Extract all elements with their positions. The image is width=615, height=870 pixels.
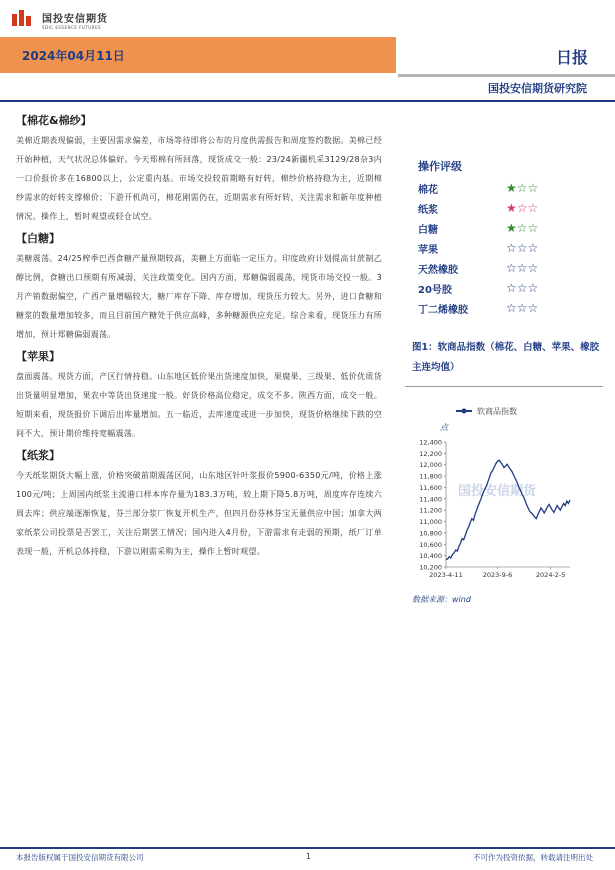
rating-name: 苹果: [418, 244, 438, 256]
legend-label: 软商品指数: [477, 407, 517, 416]
section-title: 【纸浆】: [16, 449, 60, 462]
rating-name: 丁二烯橡胶: [418, 304, 468, 316]
rating-stars: ☆☆☆: [506, 301, 539, 315]
logo-mark-icon: [12, 10, 38, 30]
section-pulp: [16, 447, 382, 561]
y-tick-label: 11,000: [419, 518, 442, 527]
y-tick-label: 12,000: [419, 461, 442, 470]
y-tick-label: 11,200: [419, 506, 442, 515]
rating-row: [418, 218, 598, 238]
y-tick-label: 11,600: [419, 483, 442, 492]
rating-row: [418, 238, 598, 258]
rating-row: [418, 178, 598, 198]
y-tick-label: 10,200: [419, 563, 442, 572]
rating-panel: [418, 158, 598, 318]
section-body: 今天纸浆期货大幅上涨，价格突破前期震荡区间，山东地区针叶浆报价5900-6350元/吨，价格上涨100元/吨；上周国内纸浆主流港口样本库存量为183.3万吨，较上期下降5.8万吨，周度库存连续六周去库；供应端逐渐恢复，芬兰部分浆厂恢复开机生产，但四月份芬林芬宝无量供应中国；加拿大两家纸浆公司投票是否罢工，关注后期罢工情况；国内进入4月份，下游需求有走弱的预期，纸厂订单表现一般，开机总体持稳，下游以刚需采购为主，操作上暂时观望。: [16, 471, 382, 556]
commentary-column: [16, 108, 382, 561]
rating-stars: ☆☆☆: [506, 261, 539, 275]
rating-row: [418, 298, 598, 318]
x-tick-label: 2023-9-6: [482, 571, 513, 579]
section-title: 【苹果】: [16, 350, 60, 363]
section-body: 美棉近期表现偏弱，主要因需求偏差，市场等待即将公布的月度供需报告和周度签约数据。美棉已经开始种植，天气状况总体偏好。今天郑棉有所回落，现货成交一般：23/24新疆机采3129/28杂3内一口价报价多在16800以上，公定重内基。市场交投较前期略有好转，棉纱价格持稳为主，近期棉纱需求的好转支撑棉价；下游开机尚可，棉花刚需仍在，近期需求有所好转，关注需求和新年度种植情况。操作上，暂时观望或轻仓试空。: [16, 136, 382, 221]
x-tick-label: 2023-4-11: [429, 571, 463, 579]
divider: [398, 74, 615, 77]
watermark: 国投安信期货: [458, 484, 537, 499]
section-body: 美糖震荡。24/25榨季巴西食糖产量预期较高，美糖上方面临一定压力。印度政府计划提高甘蔗制乙醇比例，食糖出口预期有所减弱，关注政策变化。国内方面，郑糖偏弱震荡，现货市场交投一般。3月产销数据偏空，广西产量增幅较大，糖厂库存下降、库存增加，现货压力较大。另外，进口食糖和糖浆的数量增加较多，而且目前国产糖处于供应高峰，多种糖源供应充足。综合来看，现货压力有所增加，预计郑糖偏弱震荡。: [16, 254, 382, 339]
y-tick-label: 12,400: [419, 438, 442, 447]
section-title: 【棉花&棉纱】: [16, 114, 92, 127]
rating-row: [418, 258, 598, 278]
footer-divider: [0, 847, 615, 849]
rating-row: [418, 278, 598, 298]
rating-name: 纸浆: [418, 204, 438, 216]
y-tick-label: 10,800: [419, 529, 442, 538]
company-logo: [12, 10, 108, 30]
rating-stars: ★☆☆: [506, 181, 539, 195]
rating-name: 20号胶: [418, 284, 452, 296]
section-sugar: [16, 230, 382, 344]
figure-caption: 图1：软商品指数（棉花、白糖、苹果、橡胶主连均值）: [412, 342, 600, 373]
series-line-soft-commodity-index: [446, 460, 570, 559]
soft-commodity-chart: [400, 395, 605, 585]
rating-name: 白糖: [418, 224, 438, 236]
y-tick-label: 10,600: [419, 540, 442, 549]
y-tick-label: 12,200: [419, 449, 442, 458]
y-axis-unit: 点: [440, 423, 448, 432]
rating-stars: ★☆☆: [506, 221, 539, 235]
rating-row: [418, 198, 598, 218]
page-number: 1: [306, 852, 311, 861]
figure-divider: [405, 386, 603, 387]
rating-stars: ★☆☆: [506, 201, 539, 215]
report-date: 2024年04月11日: [22, 49, 125, 63]
footer-disclaimer: 不可作为投资依据，转载请注明出处: [473, 853, 593, 862]
header-divider: [0, 100, 615, 102]
rating-title: 操作评级: [418, 160, 462, 173]
rating-stars: ☆☆☆: [506, 241, 539, 255]
rating-name: 天然橡胶: [418, 264, 458, 276]
rating-stars: ☆☆☆: [506, 281, 539, 295]
legend-marker: [462, 409, 467, 414]
institute-name: 国投安信期货研究院: [488, 82, 587, 95]
section-title: 【白糖】: [16, 232, 60, 245]
x-tick-label: 2024-2-5: [535, 571, 566, 579]
data-source: 数据来源：wind: [412, 595, 471, 604]
rating-name: 棉花: [418, 184, 438, 196]
footer-copyright: 本报告版权属于国投安信期货有限公司: [16, 853, 144, 862]
section-cotton: [16, 112, 382, 226]
y-tick-label: 10,400: [419, 552, 442, 561]
section-apple: [16, 348, 382, 443]
y-tick-label: 11,800: [419, 472, 442, 481]
logo-name: 国投安信期货: [42, 14, 108, 25]
report-type: 日报: [555, 48, 588, 67]
logo-english: SDIC ESSENCE FUTURES: [42, 25, 102, 30]
section-body: 盘面震荡。现货方面，产区行情持稳。山东地区低价果出货速度加快，果腐果、三级果、低价优质货出货量明显增加，果农中等货出货速度一般。好货价格高位稳定，成交不多。陕西方面，成交一般。短期来看，现货报价下调后出库量增加。五一临近，去库速度或进一步加快，现货价格继续下跌的空间不大，预计期价维持宽幅震荡。: [16, 372, 382, 438]
y-tick-label: 11,400: [419, 495, 442, 504]
